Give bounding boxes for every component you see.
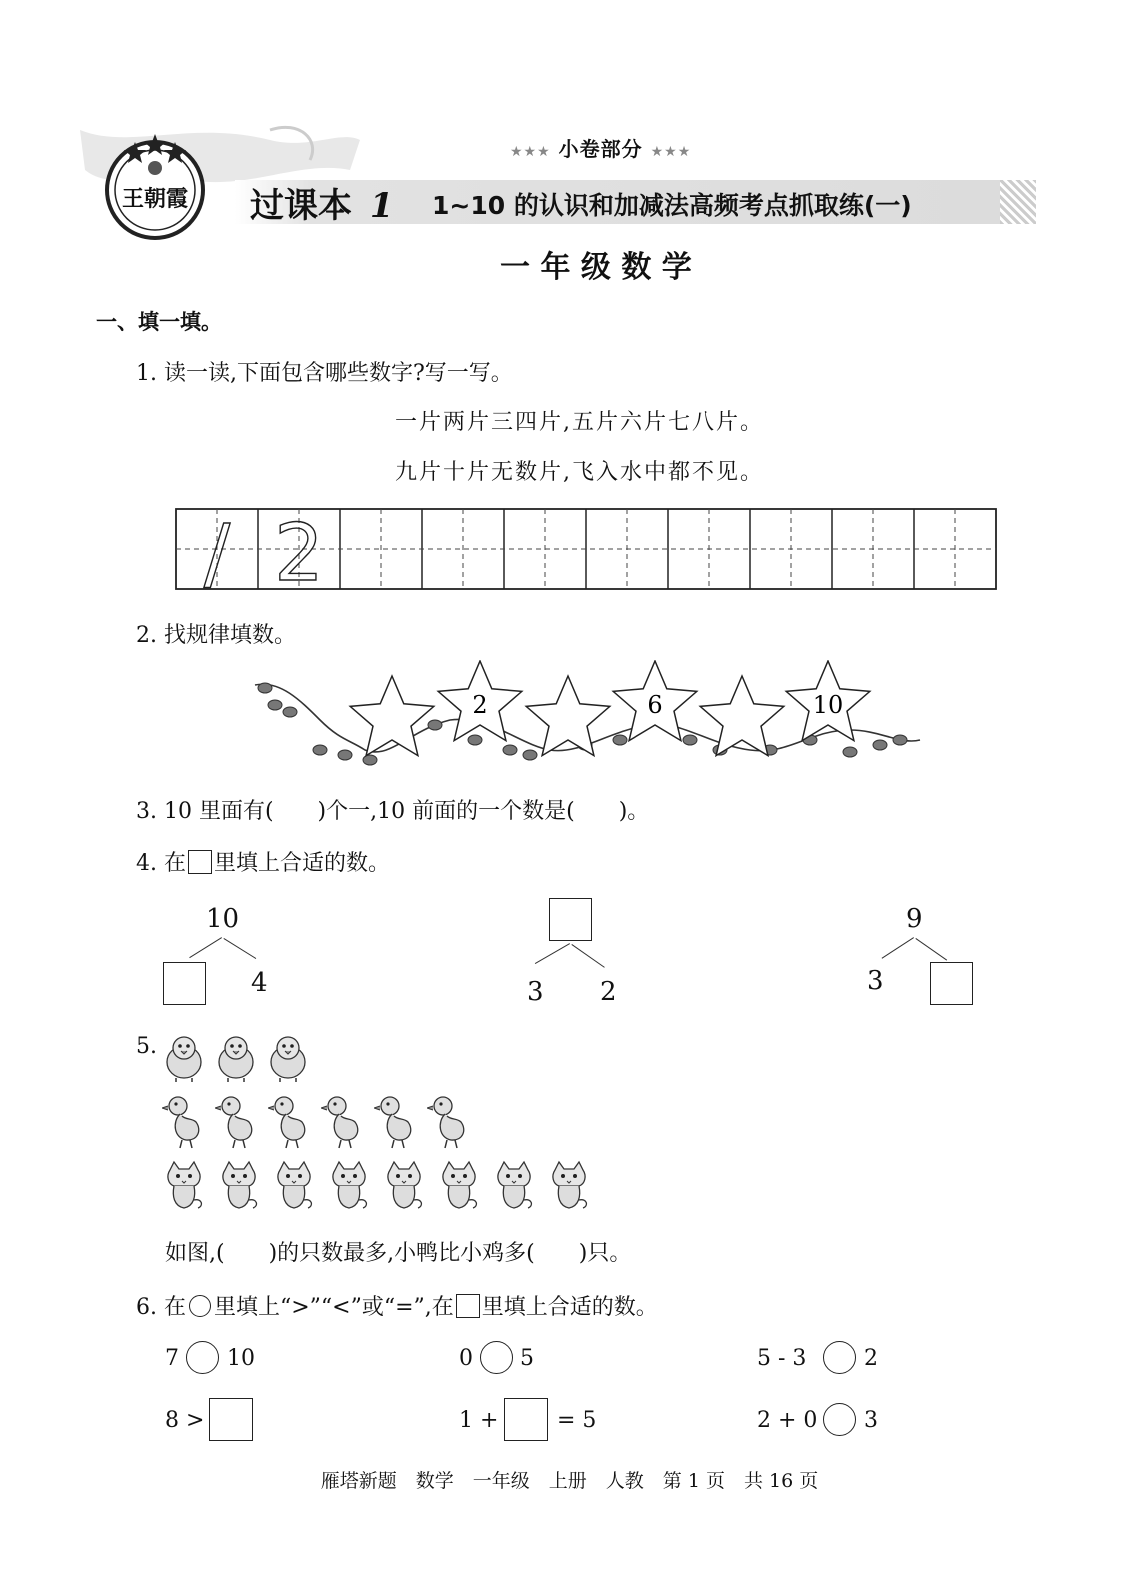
poem-line-2: 九片十片无数片,飞入水中都不见。 <box>395 460 764 485</box>
r2c3-left: 2 + 0 <box>757 1408 818 1433</box>
r1c2-compare-circle[interactable] <box>480 1341 513 1374</box>
duck-icon <box>374 1094 418 1154</box>
question-5-number: 5. <box>136 1034 157 1059</box>
vine-leaf-icon <box>893 735 907 745</box>
tree1-line-right <box>223 938 256 959</box>
kitten-icon <box>217 1160 261 1216</box>
star-number: 2 <box>472 691 488 719</box>
question-1: 1. 读一读,下面包含哪些数字?写一写。 <box>136 361 513 386</box>
tree1-right: 4 <box>251 968 268 998</box>
vine-leaf-icon <box>363 755 377 765</box>
vine-leaf-icon <box>258 683 272 693</box>
r1c1-right: 10 <box>227 1346 255 1371</box>
question-3: 3. 10 里面有( )个一,10 前面的一个数是( )。 <box>136 799 650 824</box>
question-6 <box>136 1290 658 1321</box>
star-answer-blank[interactable] <box>700 676 784 756</box>
r2c1-left: 8 > <box>165 1408 205 1433</box>
vine-leaf-icon <box>428 720 442 730</box>
kitten-icon <box>492 1160 536 1216</box>
duck-icon <box>215 1094 259 1154</box>
q4-inline-box <box>188 850 212 874</box>
vine-leaf-icon <box>523 750 537 760</box>
duck-icon <box>427 1094 471 1154</box>
q4-text-before: 4. 在 <box>136 851 186 876</box>
animal-row-kittens <box>162 1160 662 1216</box>
q6-text-b: 里填上“>”“<”或“=”,在 <box>213 1295 454 1320</box>
r1c1-compare-circle[interactable] <box>186 1341 219 1374</box>
question-4 <box>136 846 390 877</box>
vine-leaf-icon <box>843 747 857 757</box>
q6-text-c: 里填上合适的数。 <box>481 1295 658 1320</box>
section-title: 一、填一填。 <box>96 310 222 334</box>
tree2-left: 3 <box>527 977 544 1007</box>
chick-icon <box>162 1032 206 1088</box>
r2c3-compare-circle[interactable] <box>823 1403 856 1436</box>
tree2-line-right <box>571 944 604 968</box>
r1c3-compare-circle[interactable] <box>823 1341 856 1374</box>
vine-leaf-icon <box>313 745 327 755</box>
kitten-icon <box>382 1160 426 1216</box>
tree3-line-right <box>915 938 947 961</box>
q6-text-a: 6. 在 <box>136 1295 186 1320</box>
chick-icon <box>214 1032 258 1088</box>
section-label-text: 小卷部分 <box>558 137 643 161</box>
stars-left: ★★★ <box>510 144 551 160</box>
r2c2-answer-box[interactable] <box>504 1398 548 1441</box>
duck-icon <box>162 1094 206 1154</box>
kitten-icon <box>437 1160 481 1216</box>
kitten-icon <box>162 1160 206 1216</box>
star-number: 10 <box>812 691 844 719</box>
grid-cell[interactable] <box>340 509 422 589</box>
r1c3-left: 5 - 3 <box>757 1346 807 1371</box>
sample-digit: 2 <box>274 509 324 590</box>
sample-digit: / <box>203 509 231 590</box>
tree2-answer-box[interactable] <box>549 898 592 941</box>
vine-leaf-icon <box>503 745 517 755</box>
star-answer-blank[interactable] <box>350 676 434 756</box>
duck-icon <box>268 1094 312 1154</box>
page-footer: 雁塔新题 数学 一年级 上册 人教 第 1 页 共 16 页 <box>320 1470 819 1492</box>
tree3-answer-box[interactable] <box>930 962 973 1005</box>
animal-row-ducks <box>162 1094 662 1150</box>
title-band-pattern <box>1000 180 1036 224</box>
vine-leaf-icon <box>268 700 282 710</box>
stars-right: ★★★ <box>650 144 692 160</box>
r1c3-right: 2 <box>864 1346 878 1371</box>
r2c2-right: = 5 <box>557 1408 597 1433</box>
r1c1-left: 7 <box>165 1346 179 1371</box>
writing-grid <box>175 508 997 590</box>
animal-row-chicks <box>162 1032 662 1088</box>
brand-logo <box>100 130 210 240</box>
tree1-top: 10 <box>206 904 240 934</box>
r2c1-answer-box[interactable] <box>209 1398 253 1441</box>
brand-logo-text: 王朝霞 <box>121 186 188 212</box>
vine-leaf-icon <box>338 750 352 760</box>
r1c2-left: 0 <box>459 1346 473 1371</box>
r2c2-left: 1 + <box>459 1408 499 1433</box>
course-title <box>250 178 394 227</box>
star-vine-figure <box>250 660 930 770</box>
tree1-line-left <box>189 937 222 958</box>
r2c3-right: 3 <box>864 1408 878 1433</box>
r1c2-right: 5 <box>520 1346 534 1371</box>
kitten-icon <box>327 1160 371 1216</box>
star-number: 6 <box>647 691 663 719</box>
course-number: 1 <box>369 186 394 226</box>
vine-leaf-icon <box>873 740 887 750</box>
tree2-line-left <box>535 943 570 964</box>
kitten-icon <box>272 1160 316 1216</box>
vine-leaf-icon <box>683 735 697 745</box>
q4-text-after: 里填上合适的数。 <box>213 851 390 876</box>
poem-line-1: 一片两片三四片,五片六片七八片。 <box>395 410 764 435</box>
star-answer-blank[interactable] <box>526 676 610 756</box>
tree3-left: 3 <box>867 966 884 996</box>
tree2-right: 2 <box>600 977 617 1007</box>
tree3-top: 9 <box>906 904 923 934</box>
vine-leaf-icon <box>613 735 627 745</box>
course-label: 过课本 <box>250 186 352 226</box>
tree3-line-left <box>882 937 914 959</box>
vine-leaf-icon <box>283 707 297 717</box>
question-5-text: 如图,( )的只数最多,小鸭比小鸡多( )只。 <box>165 1241 632 1266</box>
duck-icon <box>321 1094 365 1154</box>
vine-leaf-icon <box>468 735 482 745</box>
question-2: 2. 找规律填数。 <box>136 623 296 648</box>
page-subtitle: 一 年 级 数 学 <box>500 250 692 285</box>
section-label <box>510 133 691 162</box>
q6-inline-box <box>456 1294 480 1318</box>
chick-icon <box>266 1032 310 1088</box>
q6-inline-circle <box>189 1295 211 1317</box>
tree1-answer-box[interactable] <box>163 962 206 1005</box>
topic-title: 1~10 的认识和加减法高频考点抓取练(一) <box>432 191 912 220</box>
kitten-icon <box>547 1160 591 1216</box>
